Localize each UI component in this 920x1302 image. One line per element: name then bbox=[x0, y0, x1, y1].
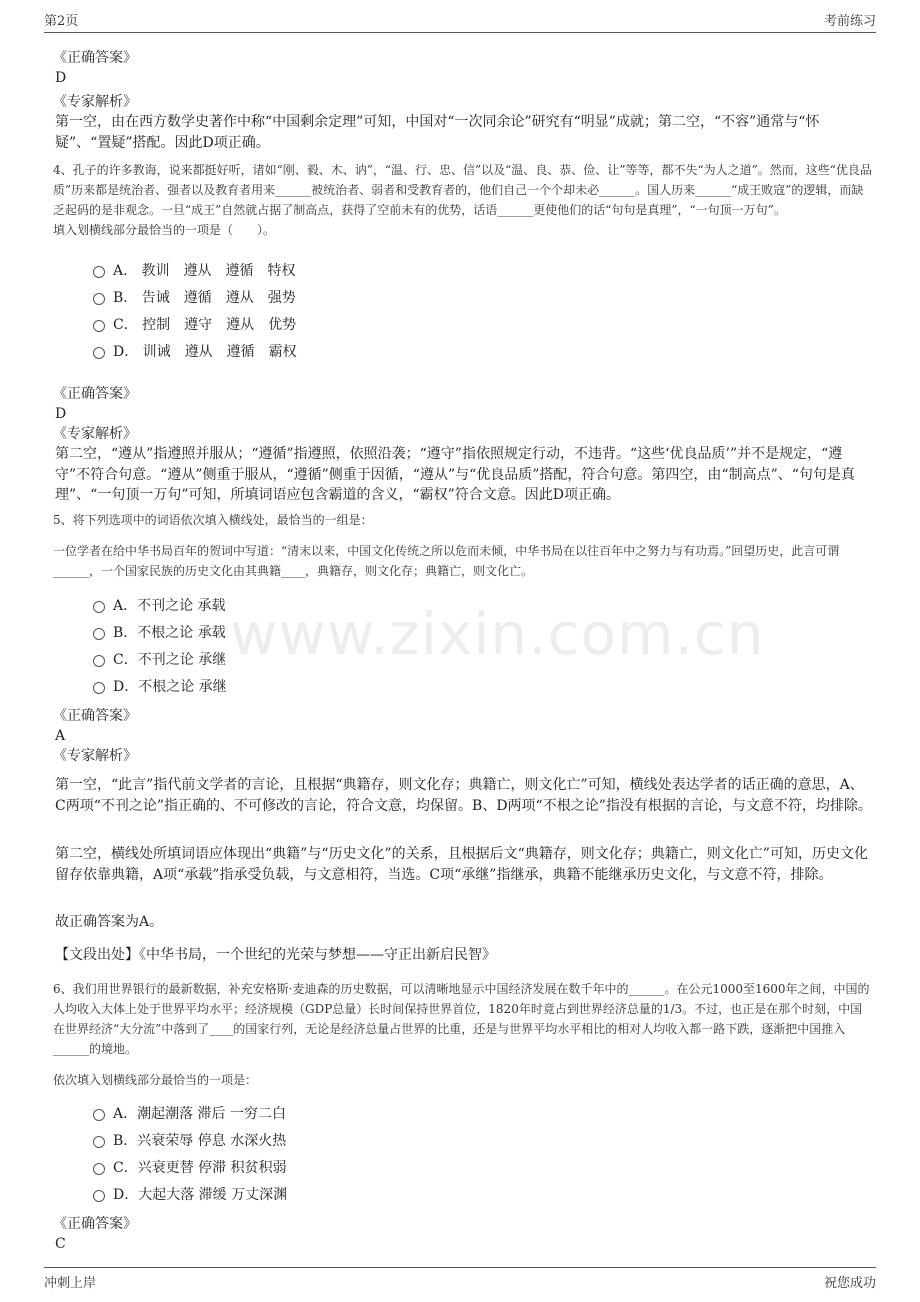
radio-icon[interactable] bbox=[93, 628, 105, 640]
q5-analysis-p1 bbox=[53, 775, 873, 816]
q6-answer-block bbox=[53, 1214, 873, 1254]
q6-option-c[interactable] bbox=[93, 1158, 287, 1178]
option-label: D． 训诫 遵从 遵循 霸权 bbox=[113, 344, 297, 360]
answer-label: 《正确答案》 bbox=[53, 708, 137, 724]
analysis-label: 《专家解析》 bbox=[53, 426, 137, 442]
q4-option-c[interactable] bbox=[93, 315, 296, 335]
q3-analysis-block bbox=[53, 92, 873, 153]
answer-value: C bbox=[55, 1236, 66, 1252]
header-divider bbox=[44, 32, 876, 33]
analysis-label: 《专家解析》 bbox=[53, 94, 137, 110]
page-header bbox=[44, 10, 876, 32]
answer-value: A bbox=[55, 728, 66, 744]
option-label: B．兴衰荣辱 停息 水深火热 bbox=[113, 1133, 287, 1149]
option-label: D．大起大落 滞缓 万丈深渊 bbox=[113, 1187, 288, 1203]
watermark: www.zixin.com.cn bbox=[230, 600, 765, 668]
q5-analysis-p2 bbox=[53, 844, 873, 885]
q4-option-a[interactable] bbox=[93, 261, 296, 281]
q5-option-d[interactable] bbox=[93, 677, 227, 697]
question-prompt: 依次填入划横线部分最恰当的一项是： bbox=[53, 1073, 258, 1087]
q5-passage bbox=[53, 541, 873, 581]
analysis-text: 第二空，“遵从”指遵照并服从；“遵循”指遵照，依照沿袭；“遵守”指依照规定行动，不违背。“这些‘优良品质’”并不是规定，“遵守”不符合句意。“遵从”侧重于服从，“遵循”侧重于因循，“遵从”与“优良品质”搭配，符合句意。第四空，由“制高点”、“句句是真理”、“一句顶一万句”可知，所填词语应包含霸道的含义，“霸权”符合文意。因此D项正确。 bbox=[55, 446, 855, 503]
q5-option-b[interactable] bbox=[93, 623, 226, 643]
q6-stem bbox=[53, 979, 873, 1059]
answer-label: 《正确答案》 bbox=[53, 50, 137, 66]
q5-stem bbox=[53, 510, 873, 530]
option-label: B．不根之论 承载 bbox=[113, 625, 226, 641]
q4-option-d[interactable] bbox=[93, 342, 297, 362]
option-label: A． 教训 遵从 遵循 特权 bbox=[113, 263, 296, 279]
q5-option-a[interactable] bbox=[93, 596, 226, 616]
footer-right-text: 祝您成功 bbox=[823, 1276, 876, 1291]
analysis-label: 《专家解析》 bbox=[53, 748, 137, 764]
radio-icon[interactable] bbox=[93, 1109, 105, 1121]
option-label: C． 控制 遵守 遵从 优势 bbox=[113, 317, 297, 333]
answer-value: D bbox=[55, 406, 67, 422]
option-label: D．不根之论 承继 bbox=[113, 679, 227, 695]
source-citation: 【文段出处】《中华书局，一个世纪的光荣与梦想——守正出新启民智》 bbox=[55, 947, 496, 963]
answer-value: D bbox=[55, 70, 67, 86]
q6-option-d[interactable] bbox=[93, 1185, 287, 1205]
q5-answer-block bbox=[53, 706, 873, 766]
option-label: B． 告诫 遵循 遵从 强势 bbox=[113, 290, 296, 306]
footer-left-text: 冲刺上岸 bbox=[44, 1276, 97, 1291]
analysis-conclusion: 故正确答案为A。 bbox=[55, 914, 164, 930]
q4-option-b[interactable] bbox=[93, 288, 296, 308]
answer-label: 《正确答案》 bbox=[53, 386, 137, 402]
radio-icon[interactable] bbox=[93, 320, 105, 332]
analysis-text: 第一空，“此言”指代前文学者的言论，且根据“典籍存，则文化存；典籍亡，则文化亡”可知，横线处表达学者的话正确的意思，A、C两项“不刊之论”指正确的、不可修改的言论，符合文意，均保留。B、D两项“不根之论”指没有根据的言论，与文意不符，均排除。 bbox=[55, 777, 872, 814]
radio-icon[interactable] bbox=[93, 293, 105, 305]
q4-stem bbox=[53, 160, 873, 240]
q5-analysis-p3 bbox=[53, 912, 873, 933]
q6-option-a[interactable] bbox=[93, 1104, 286, 1124]
question-stem: 5、将下列选项中的词语依次填入横线处，最恰当的一组是： bbox=[53, 513, 373, 527]
radio-icon[interactable] bbox=[93, 1190, 105, 1202]
q5-source bbox=[53, 945, 873, 966]
header-title: 考前练习 bbox=[823, 14, 876, 29]
footer-divider bbox=[44, 1267, 876, 1268]
radio-icon[interactable] bbox=[93, 1136, 105, 1148]
analysis-text: 第一空，由在西方数学史著作中称“中国剩余定理”可知，中国对“一次同余论”研究有“明显”成就；第二空，“不容”通常与“怀疑”、“置疑”搭配。因此D项正确。 bbox=[55, 114, 820, 151]
option-label: C．兴衰更替 停滞 积贫积弱 bbox=[113, 1160, 287, 1176]
option-label: A．潮起潮落 滞后 一穷二白 bbox=[113, 1106, 287, 1122]
q6-prompt bbox=[53, 1070, 873, 1090]
question-stem: 6、我们用世界银行的最新数据，补充安格斯·麦迪森的历史数据，可以清晰地显示中国经济发展在数千年中的______。在公元1000至1600年之间，中国的人均收入大体上处于世界平均水平；经济规模（GDP总量）长时间保持世界首位，1820年时竟占到世界经济总量的1/3。不过，也正是在那个时刻，中国在世界经济“大分流”中落到了____的国家行列，无论是经济总量占世界的比重，还是与世界平均水平相比的相对人均收入都一路下跌，逐渐把中国推入______的境地。 bbox=[53, 982, 870, 1056]
radio-icon[interactable] bbox=[93, 682, 105, 694]
analysis-text: 第二空，横线处所填词语应体现出“典籍”与“历史文化”的关系，且根据后文“典籍存，则文化存；典籍亡，则文化亡”可知，历史文化留存依靠典籍，A项“承载”指承受负载，与文意相符，当选。C项“承继”指继承，典籍不能继承历史文化，与文意不符，排除。 bbox=[55, 846, 868, 883]
question-passage: 一位学者在给中华书局百年的贺词中写道：“清末以来，中国文化传统之所以危而未倾，中华书局在以往百年中之努力与有功焉。”回望历史，此言可谓______，一个国家民族的历史文化由其典籍____，典籍存，则文化存；典籍亡，则文化亡。 bbox=[53, 544, 840, 578]
q4-answer-block bbox=[53, 384, 873, 506]
question-stem: 4、孔子的许多教诲，说来都挺好听，诸如“刚、毅、木、讷”，“温、行、忠、信”以及“温、良、恭、俭、让”等等，都不失“为人之道”。然而，这些“优良品质”历来都是统治者、强者以及教育者用来______被统治者、弱者和受教育者的，他们自己一个个却未必______。国人历来______“成王败寇”的逻辑，而缺乏起码的是非观念。一旦“成王”自然就占据了制高点，获得了空前未有的优势，话语______更使他们的话“句句是真理”，“一句顶一万句”。 bbox=[53, 163, 872, 217]
radio-icon[interactable] bbox=[93, 347, 105, 359]
page-number: 第2页 bbox=[44, 14, 79, 29]
answer-label: 《正确答案》 bbox=[53, 1216, 137, 1232]
q3-answer-block bbox=[53, 48, 873, 88]
radio-icon[interactable] bbox=[93, 1163, 105, 1175]
radio-icon[interactable] bbox=[93, 655, 105, 667]
radio-icon[interactable] bbox=[93, 601, 105, 613]
q6-option-b[interactable] bbox=[93, 1131, 286, 1151]
option-label: A．不刊之论 承载 bbox=[113, 598, 226, 614]
q5-option-c[interactable] bbox=[93, 650, 226, 670]
radio-icon[interactable] bbox=[93, 266, 105, 278]
question-prompt: 填入划横线部分最恰当的一项是（ ）。 bbox=[53, 223, 276, 237]
option-label: C．不刊之论 承继 bbox=[113, 652, 227, 668]
